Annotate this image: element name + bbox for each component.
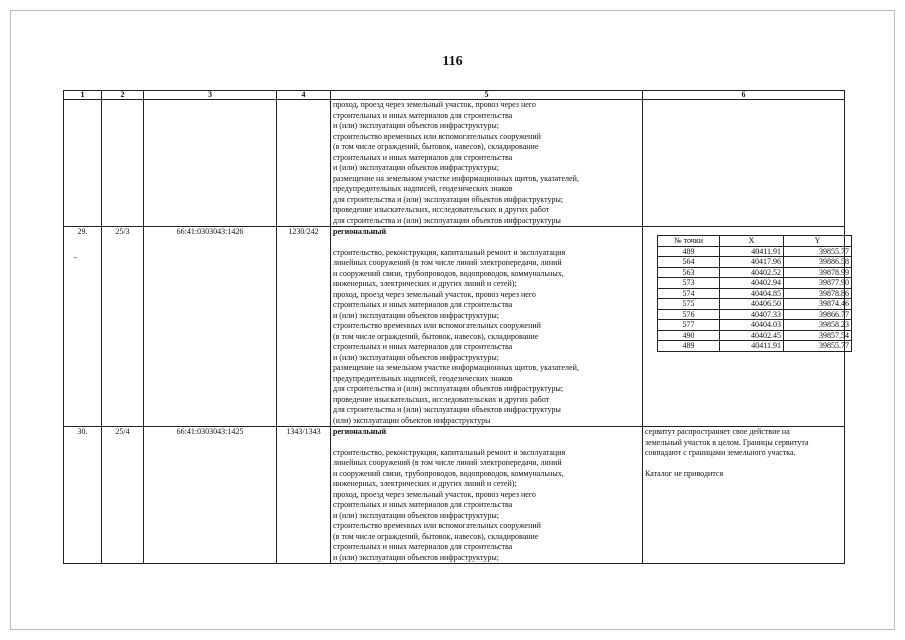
text-line: проход, проезд через земельный участок, провоз через него <box>333 100 536 109</box>
y-value: 39866.77 <box>784 309 852 320</box>
x-value: 40411.91 <box>720 246 784 257</box>
text-line: строительство, реконструкция, капитальный ремонт и эксплуатация <box>333 247 566 257</box>
col-header: 2 <box>102 91 144 100</box>
x-value: 40417.96 <box>720 257 784 268</box>
note-line: сервитут распространяет свое действие на <box>645 427 790 436</box>
text-line: и (или) эксплуатации объектов инфраструктуры; <box>333 310 499 320</box>
text-line: инженерных, электрических и других линий и сетей); <box>333 479 517 488</box>
text-line: строительных и иных материалов для строительства <box>333 500 513 509</box>
coordinates-header <box>658 236 852 247</box>
y-value: 39878.99 <box>784 267 852 278</box>
coordinate-row <box>658 309 852 320</box>
coordinate-row <box>658 257 852 268</box>
cadastral-number: 66:41:0303043:1426 <box>144 227 277 427</box>
y-value: 39855.77 <box>784 341 852 352</box>
text-line: проход, проезд через земельный участок, провоз через него <box>333 489 536 499</box>
area-value: 1230/242 <box>277 227 331 427</box>
col-header: 4 <box>277 91 331 100</box>
coordinates-table <box>657 235 852 352</box>
text-line: для строительства и (или) эксплуатации объектов инфраструктуры; <box>333 384 564 393</box>
text-line: (или) эксплуатации объектов инфраструктуры <box>333 415 491 425</box>
text-line: (в том числе ограждений, бытовок, навесов), складирование <box>333 531 539 541</box>
x-value: 40411.91 <box>720 341 784 352</box>
coordinate-row <box>658 288 852 299</box>
text-line: и (или) эксплуатации объектов инфраструктуры; <box>333 552 499 562</box>
servitude-purpose-cell <box>331 227 643 427</box>
text-line: строительство временных или вспомогательных сооружений <box>333 131 541 141</box>
point-id: 577 <box>658 320 720 331</box>
text-line: и (или) эксплуатации объектов инфраструктуры; <box>333 510 499 520</box>
y-value: 39857.54 <box>784 330 852 341</box>
text-line: строительство временных или вспомогательных сооружений <box>333 321 541 330</box>
x-value: 40402.52 <box>720 267 784 278</box>
y-value: 39886.58 <box>784 257 852 268</box>
page-number: 116 <box>442 54 463 69</box>
coordinate-row <box>658 267 852 278</box>
cell-empty <box>102 100 144 227</box>
cadastral-number: 66:41:0303043:1425 <box>144 427 277 564</box>
text-line: проход, проезд через земельный участок, провоз через него <box>333 289 536 299</box>
text-line: для строительства и (или) эксплуатации объектов инфраструктуры <box>333 405 561 414</box>
x-value: 40402.45 <box>720 330 784 341</box>
text-line: строительство временных или вспомогательных сооружений <box>333 521 541 530</box>
point-id: 574 <box>658 288 720 299</box>
col-header: 1 <box>64 91 102 100</box>
continuation-row <box>64 100 845 227</box>
y-value: 39874.46 <box>784 299 852 310</box>
text-line: для строительства и (или) эксплуатации объектов инфраструктуры; <box>333 194 564 204</box>
col-header: 5 <box>331 91 643 100</box>
text-line: строительных и иных материалов для строительства <box>333 542 513 551</box>
cell-empty <box>64 100 102 227</box>
table-row-29 <box>64 227 845 427</box>
col-header: 6 <box>643 91 845 100</box>
x-value: 40402.94 <box>720 278 784 289</box>
y-value: 39858.23 <box>784 320 852 331</box>
coordinate-row <box>658 299 852 310</box>
point-id: 563 <box>658 267 720 278</box>
servitude-kind: региональный <box>333 427 387 436</box>
servitude-table <box>63 90 849 564</box>
text-line: линейных сооружений (в том числе линий электропередачи, линий <box>333 458 562 467</box>
text-line: и сооружений связи, трубопроводов, водопроводов, коммунальных, <box>333 468 564 478</box>
text-line: размещение на земельном участке информационных щитов, указателей, <box>333 363 579 372</box>
point-id: 489 <box>658 341 720 352</box>
table-row-30 <box>64 427 845 564</box>
note-line: земельный участок в целом. Границы сервитута <box>645 437 809 447</box>
servitude-kind: региональный <box>333 227 387 236</box>
y-value: 39877.90 <box>784 278 852 289</box>
coordinate-row <box>658 278 852 289</box>
text-line: (в том числе ограждений, бытовок, навесов), складирование <box>333 331 539 341</box>
cell-empty <box>643 100 845 227</box>
text-line: предупредительных надписей, геодезических знаков <box>333 373 513 383</box>
text-line: размещение на земельном участке информационных щитов, указателей, <box>333 173 579 183</box>
cell-empty <box>144 100 277 227</box>
x-header: X <box>720 236 784 247</box>
catalog-note: Каталог не приводится <box>645 468 724 478</box>
column-number-row <box>64 91 845 100</box>
area-value: 1343/1343 <box>277 427 331 564</box>
cell-empty <box>277 100 331 227</box>
text-line: строительных и иных материалов для строительства <box>333 300 513 309</box>
text-line: строительных и иных материалов для строительства <box>333 110 513 120</box>
text-line: для строительства и (или) эксплуатации объектов инфраструктуры <box>333 215 561 225</box>
text-line: строительство, реконструкция, капитальный ремонт и эксплуатация <box>333 447 566 457</box>
point-id: 576 <box>658 309 720 320</box>
coordinate-row <box>658 330 852 341</box>
point-id: 564 <box>658 257 720 268</box>
x-value: 40407.33 <box>720 309 784 320</box>
x-value: 40406.50 <box>720 299 784 310</box>
text-line: строительных и иных материалов для строительства <box>333 152 513 162</box>
col-header: 3 <box>144 91 277 100</box>
text-line: проведение изыскательских, исследовательских и других работ <box>333 394 550 404</box>
row-number: 30. <box>64 427 102 564</box>
servitude-note-cell <box>643 427 845 564</box>
point-header: № точки <box>658 236 720 247</box>
y-value: 39878.86 <box>784 288 852 299</box>
coordinate-row <box>658 320 852 331</box>
row-number: 29. <box>64 227 102 427</box>
text-line: инженерных, электрических и других линий и сетей); <box>333 279 517 288</box>
x-value: 40404.85 <box>720 288 784 299</box>
text-line: предупредительных надписей, геодезических знаков <box>333 184 513 193</box>
text-line: и сооружений связи, трубопроводов, водопроводов, коммунальных, <box>333 268 564 278</box>
text-line: проведение изыскательских, исследовательских и других работ <box>333 205 550 214</box>
point-id: 573 <box>658 278 720 289</box>
text-line: линейных сооружений (в том числе линий электропередачи, линий <box>333 258 562 267</box>
servitude-purpose-cell <box>331 100 643 227</box>
point-id: 575 <box>658 299 720 310</box>
text-line: строительных и иных материалов для строительства <box>333 342 513 351</box>
point-id: 490 <box>658 330 720 341</box>
text-line: и (или) эксплуатации объектов инфраструктуры; <box>333 163 499 172</box>
servitude-purpose-cell <box>331 427 643 564</box>
text-line: и (или) эксплуатации объектов инфраструктуры; <box>333 352 499 362</box>
parcel-part: 25/3 <box>102 227 144 427</box>
y-value: 39855.77 <box>784 246 852 257</box>
parcel-part: 25/4 <box>102 427 144 564</box>
stray-mark: - <box>74 253 77 262</box>
text-line: (в том числе ограждений, бытовок, навесов), складирование <box>333 142 539 151</box>
y-header: Y <box>784 236 852 247</box>
x-value: 40404.03 <box>720 320 784 331</box>
point-id: 489 <box>658 246 720 257</box>
coordinates-cell <box>643 227 849 427</box>
note-line: совпадают с границами земельного участка. <box>645 448 796 457</box>
coordinate-row <box>658 341 852 352</box>
coordinate-row <box>658 246 852 257</box>
text-line: и (или) эксплуатации объектов инфраструктуры; <box>333 121 499 130</box>
